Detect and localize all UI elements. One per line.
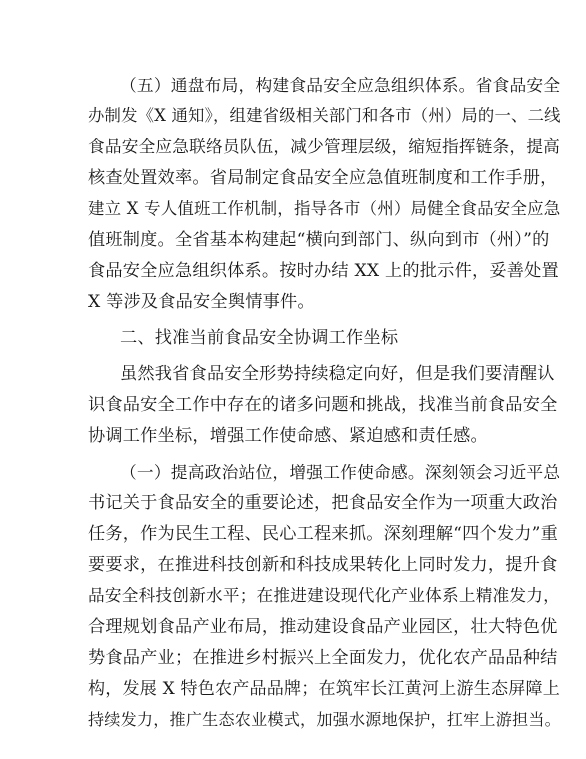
paragraph-1-line-1: （五）通盘布局，构建食品安全应急组织体系。省食品安全	[120, 75, 561, 95]
paragraph-3-line-4: 要要求，在推进科技创新和科技成果转化上同时发力，提升食	[88, 555, 558, 575]
paragraph-3-line-5: 品安全科技创新水平；在推进建设现代化产业体系上精准发力，	[88, 586, 560, 605]
paragraph-1-line-8: X 等涉及食品安全舆情事件。	[88, 292, 315, 312]
paragraph-3-line-1: （一）提高政治站位，增强工作使命感。深刻领会习近平总	[120, 462, 561, 482]
paragraph-3-line-8: 构，发展 X 特色农产品品牌；在筑牢长江黄河上游生态屏障上	[88, 679, 560, 699]
paragraph-2-line-1: 虽然我省食品安全形势持续稳定向好，但是我们要清醒认	[120, 364, 555, 384]
paragraph-3-line-7: 势食品产业；在推进乡村振兴上全面发力，优化农产品品种结	[88, 648, 558, 668]
paragraph-3-line-6: 合理规划食品产业布局，推动建设食品产业园区，壮大特色优	[88, 617, 558, 637]
paragraph-3-line-3: 任务，作为民生工程、民心工程来抓。深刻理解“四个发力”重	[88, 524, 559, 544]
paragraph-1-line-7: 食品安全应急组织体系。按时办结 XX 上的批示件，妥善处置	[88, 261, 559, 281]
paragraph-1-line-6: 值班制度。全省基本构建起“横向到部门、纵向到市（州）”的	[88, 230, 550, 250]
paragraph-3-line-2: 书记关于食品安全的重要论述，把食品安全作为一项重大政治	[88, 493, 558, 513]
section-heading: 二、找准当前食品安全协调工作坐标	[120, 328, 399, 348]
paragraph-1-line-4: 核查处置效率。省局制定食品安全应急值班制度和工作手册，	[88, 168, 558, 188]
paragraph-1-line-5: 建立 X 专人值班工作机制，指导各市（州）局健全食品安全应急	[88, 199, 561, 218]
paragraph-1-line-2: 办制发《X 通知》，组建省级相关部门和各市（州）局的一、二线	[88, 106, 561, 125]
paragraph-1-line-3: 食品安全应急联络员队伍，减少管理层级，缩短指挥链条，提高	[88, 137, 560, 156]
paragraph-2-line-2: 识食品安全工作中存在的诸多问题和挑战，找准当前食品安全	[88, 395, 558, 415]
paragraph-3-line-9: 持续发力，推广生态农业模式，加强水源地保护，扛牢上游担当。	[88, 710, 561, 729]
paragraph-2-line-3: 协调工作坐标，增强工作使命感、紧迫感和责任感。	[88, 426, 488, 446]
